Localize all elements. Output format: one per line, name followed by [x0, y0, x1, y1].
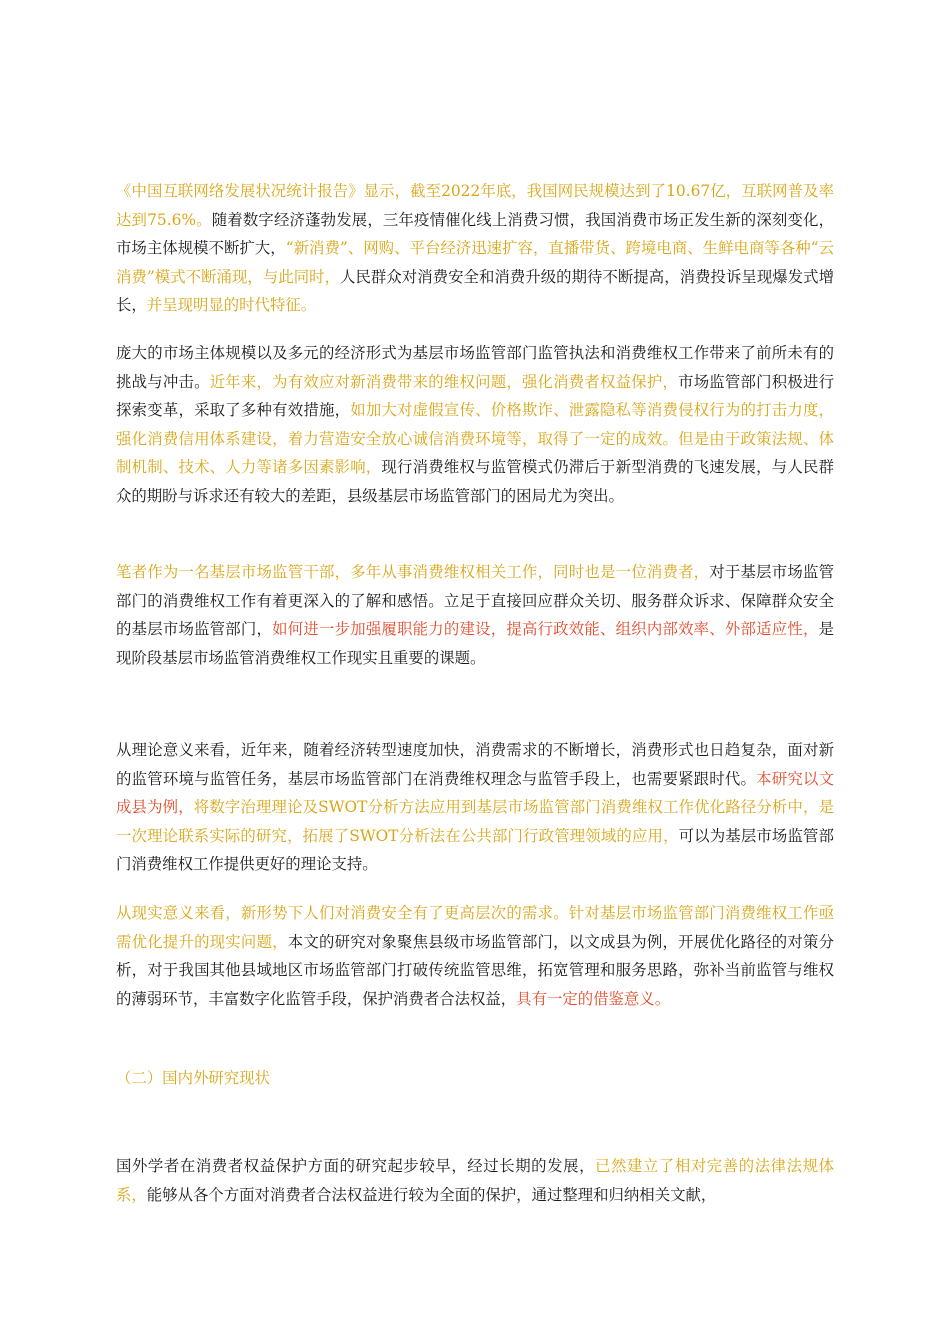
text-plain: 本文的研究对象聚焦县级市场监管部门，以文成县为例，开展优化路径的对策分析，对于我国其他县域地区市场监管部门打破传统监管思维，拓宽管理和服务思路，弥补当前监管与维权的薄弱环节，丰富数字化监管手段，保护消费者合法权益， — [116, 932, 834, 1008]
paragraph-theoretical-significance — [116, 736, 834, 879]
text-highlight: 将数字治理理论及SWOT分析方法应用到基层市场监管部门消费维权工作优化路径分析中， — [193, 798, 819, 817]
text-highlight: 是一次理论联系实际的研究，拓展了SWOT分析法在公共部门行政管理领域的应用， — [116, 798, 834, 845]
text-plain: 人民群众对消费安全和消费升级的期待不断提高，消费投诉呈现爆发式增长， — [116, 267, 834, 315]
paragraph-market-challenges — [116, 339, 834, 511]
paragraph-foreign-research — [116, 1152, 834, 1209]
text-highlight: 从现实意义来看，新形势下人们对消费安全有了更高层次的需求。针对基层市场监管部门消费维权工作亟需优化提升的现实问题， — [116, 904, 834, 951]
text-plain: 从理论意义来看，近年来，随着经济转型速度加快，消费需求的不断增长，消费形式也日趋复杂，面对新的监管环境与监管任务，基层市场监管部门在消费维权理念与监管手段上，也需要紧跟时代。 — [116, 741, 834, 788]
text-highlight-red: 具有一定的借鉴意义。 — [516, 989, 671, 1008]
text-plain: 国外学者在消费者权益保护方面的研究起步较早，经过长期的发展， — [116, 1157, 596, 1175]
text-plain: 现行消费维权与监管模式仍滞后于新型消费的飞速发展，与人民群众的期盼与诉求还有较大的差距，县级基层市场监管部门的困局尤为突出。 — [116, 458, 834, 505]
section-heading: （二）国内外研究现状 — [116, 1069, 270, 1087]
text-highlight: 近年来，为有效应对新消费带来的维权问题，强化消费者权益保护， — [209, 372, 679, 391]
text-plain: 对于基层市场监管部门的消费维权工作有着更深入的了解和感悟。立足于直接回应群众关切、服务群众诉求、保障群众安全的基层市场监管部门， — [116, 563, 834, 639]
text-plain: 是现阶段基层市场监管消费维权工作现实且重要的课题。 — [116, 620, 834, 667]
text-plain: 随着数字经济蓬勃发展，三年疫情催化线上消费习惯，我国消费市场正发生新的深刻变化，市场主体规模不断扩大， — [116, 210, 834, 258]
text-highlight: 《中国互联网络发展状况统计报告》显示，截至2022年底，我国网民规模达到了10.67亿，互联网普及率达到75.6%。 — [116, 182, 834, 229]
text-highlight: 如加大对虚假宣传、价格欺诈、泄露隐私等消费侵权行为的打击力度，强化消费信用体系建设，着力营造安全放心诚信消费环境等，取得了一定的成效。但是由于政策法规、体制机制、技术、人力等诸多因素影响， — [116, 401, 834, 477]
text-highlight: “新消费”、网购、平台经济迅速扩容，直播带货、跨境电商、生鲜电商等各种“云消费”模式不断涌现，与此同时， — [116, 239, 834, 286]
text-highlight-red: 如何进一步加强履职能力的建设，提高行政效能、组织内部效率、外部适应性， — [272, 620, 819, 639]
text-plain: 市场监管部门积极进行探索变革，采取了多种有效措施， — [116, 372, 834, 420]
paragraph-internet-stats — [116, 177, 834, 320]
text-highlight-red: 本研究以文成县为例， — [116, 769, 834, 817]
paragraph-author-perspective — [116, 558, 834, 672]
text-highlight: 笔者作为一名基层市场监管干部，多年从事消费维权相关工作，同时也是一位消费者， — [116, 563, 710, 581]
text-plain: 能够从各个方面对消费者合法权益进行较为全面的保护，通过整理和归纳相关文献， — [146, 1185, 717, 1204]
text-highlight: 已然建立了相对完善的法律法规体系， — [116, 1157, 834, 1204]
text-plain: 可以为基层市场监管部门消费维权工作提供更好的理论支持。 — [116, 826, 834, 874]
text-plain: 庞大的市场主体规模以及多元的经济形式为基层市场监管部门监管执法和消费维权工作带来了前所未有的挑战与冲击。 — [116, 344, 834, 391]
paragraph-practical-significance — [116, 899, 834, 1013]
text-highlight: 并呈现明显的时代特征。 — [146, 296, 317, 315]
